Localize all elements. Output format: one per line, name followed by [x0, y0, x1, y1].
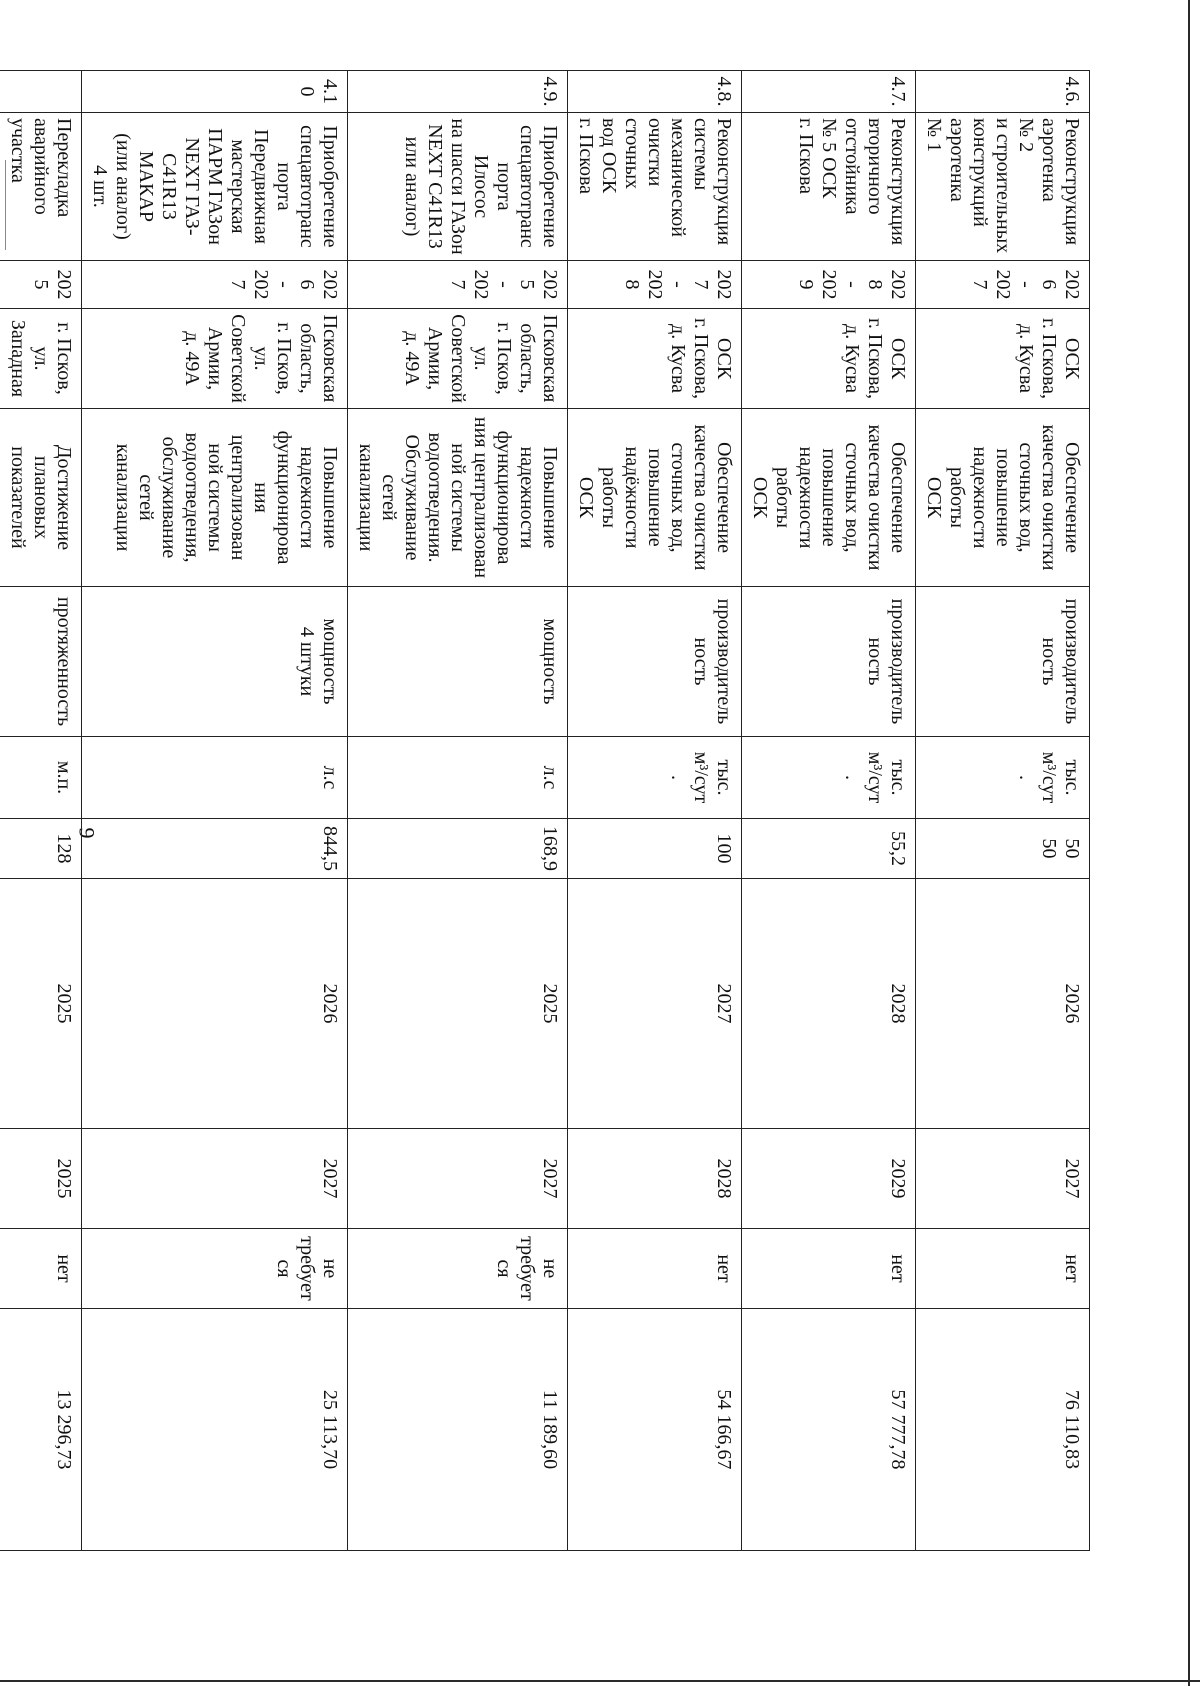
scan-border-right — [1188, 0, 1190, 1686]
cell-object: Реконструкция аэротенка № 2 и строительных конструкций аэротенка № 1 — [923, 118, 1083, 254]
table-row — [0, 71, 82, 1551]
cell-object: Реконструкция системы механической очистки сточных вод ОСК г. Пскова — [575, 118, 735, 246]
cell-num — [0, 71, 82, 113]
cell-indicator: протяженность — [53, 596, 75, 727]
table-row — [82, 71, 348, 1551]
cell-permit: не требует ся — [493, 1236, 561, 1301]
cell-permit: нет — [1061, 1254, 1083, 1283]
cell-end-year: 2029 — [742, 1129, 916, 1229]
table-row — [568, 71, 742, 1551]
cell-location: Псковская область, г. Псков, ул. Советской Армии, д. 49А — [401, 314, 561, 403]
cell-cost: 13 296,73 — [0, 1309, 82, 1551]
cell-object: Приобретение спецавтотранс порта Илосос на шасси ГАЗон NEXT C41R13 или аналог) — [401, 118, 561, 255]
cell-location: ОСК г. Пскова, д. Кусва — [667, 317, 735, 400]
cell-location: ОСК г. Пскова, д. Кусва — [841, 317, 909, 400]
cell-end-year: 2027 — [916, 1129, 1090, 1229]
cell-period: 2025 - 2027 — [447, 269, 561, 300]
cell-permit: нет — [887, 1254, 909, 1283]
cell-value: 168,9 — [539, 826, 561, 871]
cell-cost: 25 113,70 — [82, 1309, 348, 1551]
cell-value: 844,5 — [319, 826, 341, 871]
cell-period: 2027 - 2028 — [621, 269, 735, 300]
rotated-table-wrapper — [7, 70, 1090, 1550]
cell-start-year: 2026 — [82, 879, 348, 1129]
cell-unit: л.с — [539, 765, 561, 790]
cell-period: 2026 - 2027 — [227, 269, 341, 300]
cell-indicator: производитель ность — [690, 598, 735, 725]
cell-num: 4.7. — [742, 71, 916, 113]
cell-value: 100 — [713, 833, 735, 864]
cell-end-year: 2028 — [568, 1129, 742, 1229]
cell-cost: 57 777,78 — [742, 1309, 916, 1551]
cell-location: Псковская область, г. Псков, ул. Советской Армии, д. 49А — [181, 314, 341, 403]
cell-num: 4.8. — [568, 71, 742, 113]
cell-cost: 76 110,83 — [916, 1309, 1090, 1551]
cell-start-year: 2028 — [742, 879, 916, 1129]
table-row — [742, 71, 916, 1551]
cell-unit: м.п. — [53, 760, 75, 795]
cell-cost: 11 189,60 — [348, 1309, 568, 1551]
page-number-text: 9 — [74, 827, 99, 839]
cell-value: 55,2 — [887, 831, 909, 866]
cell-object: Приобретение спецавтотранс порта Передвижная мастерская ПАРМ ГАЗон NEXT ГАЗ- C41R13 МАКАР (или аналог) 4 шт. — [89, 125, 341, 248]
scan-border-bottom — [0, 1680, 1200, 1682]
cell-start-year: 2025 — [348, 879, 568, 1129]
table-row — [916, 71, 1090, 1551]
cell-location: ОСК г. Пскова, д. Кусва — [1015, 317, 1083, 400]
cell-value: 128 — [53, 833, 75, 864]
cell-goal: Обеспечение качества очистки сточных вод, повышение надёжности работы ОСК — [575, 424, 735, 571]
cell-unit: тыс. м³/сут . — [841, 751, 909, 804]
cell-permit: нет — [53, 1254, 75, 1283]
cell-object: Реконструкция вторичного отстойника № 5 ОСК г. Пскова — [795, 118, 909, 246]
cell-end-year: 2027 — [348, 1129, 568, 1229]
cell-permit: не требует ся — [273, 1236, 341, 1301]
cell-period: 2028 - 2029 — [795, 269, 909, 300]
cell-unit: тыс. м³/сут . — [1015, 751, 1083, 804]
cell-start-year: 2026 — [916, 879, 1090, 1129]
cell-num: 4.6. — [916, 71, 1090, 113]
cell-goal: Повышение надежности функционирова ния централизован ной системы водоотведения, обслуживание сетей канализации — [112, 430, 341, 565]
cell-goal: Обеспечение качества очистки сточных вод, повышение надежности работы ОСК — [749, 424, 909, 571]
cell-num: 4.10 — [82, 71, 348, 113]
cell-indicator: производитель ность — [1038, 598, 1083, 725]
cell-indicator: производитель ность — [864, 598, 909, 725]
cell-indicator: мощность — [539, 618, 561, 705]
cell-goal: Достижение плановых показателей — [7, 444, 75, 551]
cell-cost: 54 166,67 — [568, 1309, 742, 1551]
cell-goal: Повышение надежности функционирова ния централизован ной системы водоотведения. Обслуживание сетей канализации — [355, 416, 561, 579]
cell-object: Перекладка аварийного участка — [7, 118, 75, 218]
cell-value: 50 50 — [1038, 838, 1083, 859]
cell-end-year: 2027 — [82, 1129, 348, 1229]
measures-table — [0, 70, 1090, 1551]
cell-unit: тыс. м³/сут . — [667, 751, 735, 804]
cell-location: г. Псков, ул. Западная — [7, 319, 75, 398]
cell-start-year: 2027 — [568, 879, 742, 1129]
cell-permit: нет — [713, 1254, 735, 1283]
table-row — [348, 71, 568, 1551]
cell-end-year: 2025 — [0, 1129, 82, 1229]
cell-period: 2025 — [30, 269, 75, 300]
cell-start-year: 2025 — [0, 879, 82, 1129]
cell-num: 4.9. — [348, 71, 568, 113]
cell-indicator: мощность 4 штуки — [296, 618, 341, 705]
cell-goal: Обеспечение качества очистки сточных вод, повышение надежности работы ОСК — [923, 424, 1083, 571]
cell-unit: л.с — [319, 765, 341, 790]
cell-period: 2026 - 2027 — [969, 269, 1083, 300]
